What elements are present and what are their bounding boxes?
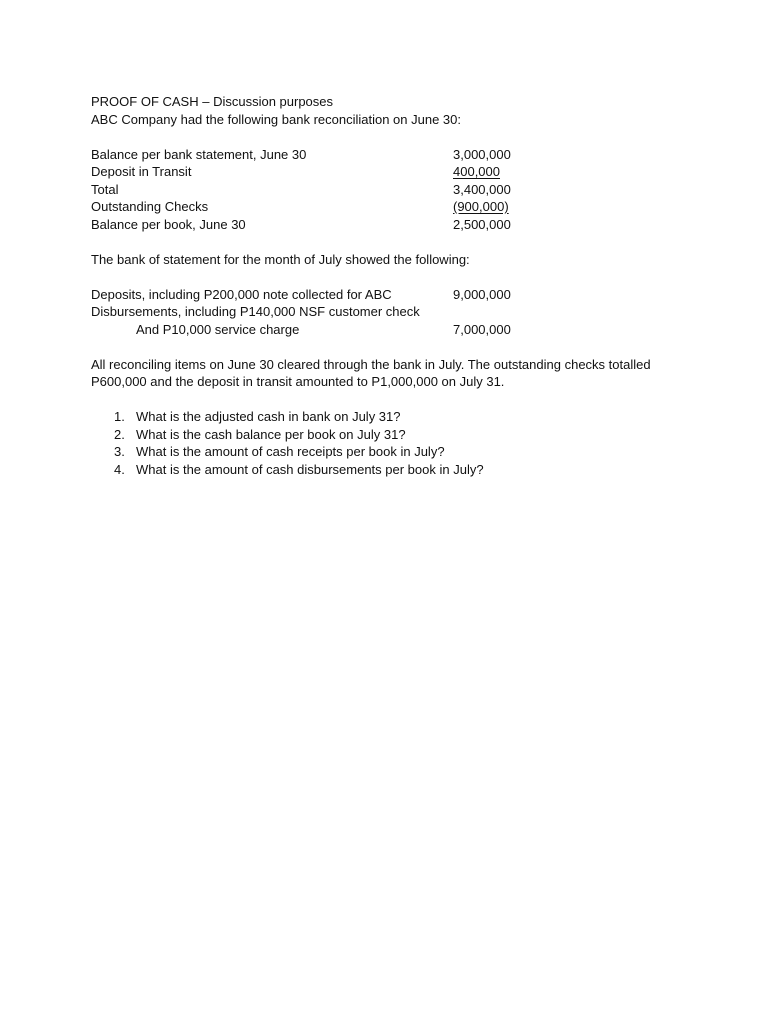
document-body <box>91 93 671 478</box>
reconciliation-row <box>91 181 671 199</box>
july-row <box>91 321 671 339</box>
document-title: PROOF OF CASH – Discussion purposes <box>91 94 334 109</box>
spacer <box>91 233 671 251</box>
list-item <box>91 426 671 444</box>
question-number: 4. <box>114 461 125 477</box>
spacer <box>91 391 671 409</box>
july-statement-table <box>91 286 671 339</box>
row-label: Deposit in Transit <box>91 164 192 179</box>
row-label: Balance per book, June 30 <box>91 216 246 232</box>
reconciliation-table <box>91 146 671 234</box>
question-number: 1. <box>114 409 125 424</box>
row-amount: (900,000) <box>453 199 509 214</box>
spacer <box>91 268 671 286</box>
july-row <box>91 286 671 304</box>
july-intro-text: The bank of statement for the month of July showed the following: <box>91 251 470 267</box>
list-item <box>91 443 671 461</box>
intro-text: ABC Company had the following bank reconciliation on June 30: <box>91 111 462 127</box>
disbursements-label: Disbursements, including P140,000 NSF customer check <box>91 304 420 319</box>
list-item <box>91 408 671 426</box>
july-row <box>91 303 671 321</box>
row-amount: 400,000 <box>453 164 500 179</box>
reconciliation-row <box>91 146 671 164</box>
question-list <box>91 408 671 478</box>
row-label: Total <box>91 181 119 197</box>
paragraph-line-2: P600,000 and the deposit in transit amounted to P1,000,000 on July 31. <box>91 374 505 389</box>
disbursements-amount: 7,000,000 <box>453 321 511 337</box>
reconciliation-row <box>91 216 671 234</box>
deposits-label: Deposits, including P200,000 note collected for ABC <box>91 286 392 302</box>
question-text: What is the adjusted cash in bank on July 31? <box>136 409 401 424</box>
disbursements-label-cont: And P10,000 service charge <box>136 321 300 337</box>
spacer <box>91 338 671 356</box>
reconciliation-row <box>91 198 671 216</box>
question-text: What is the amount of cash receipts per book in July? <box>136 444 445 459</box>
question-text: What is the cash balance per book on July 31? <box>136 426 406 442</box>
question-number: 2. <box>114 426 125 442</box>
question-number: 3. <box>114 444 125 459</box>
row-label: Balance per bank statement, June 30 <box>91 146 307 162</box>
spacer <box>91 128 671 146</box>
reconciliation-row <box>91 163 671 181</box>
row-label: Outstanding Checks <box>91 199 209 214</box>
question-text: What is the amount of cash disbursements per book in July? <box>136 461 484 477</box>
row-amount: 3,400,000 <box>453 181 511 197</box>
list-item <box>91 461 671 479</box>
row-amount: 3,000,000 <box>453 146 511 162</box>
row-amount: 2,500,000 <box>453 216 511 232</box>
deposits-amount: 9,000,000 <box>453 286 511 302</box>
paragraph-line-1: All reconciling items on June 30 cleared through the bank in July. The outstanding checks totalled <box>91 356 651 372</box>
